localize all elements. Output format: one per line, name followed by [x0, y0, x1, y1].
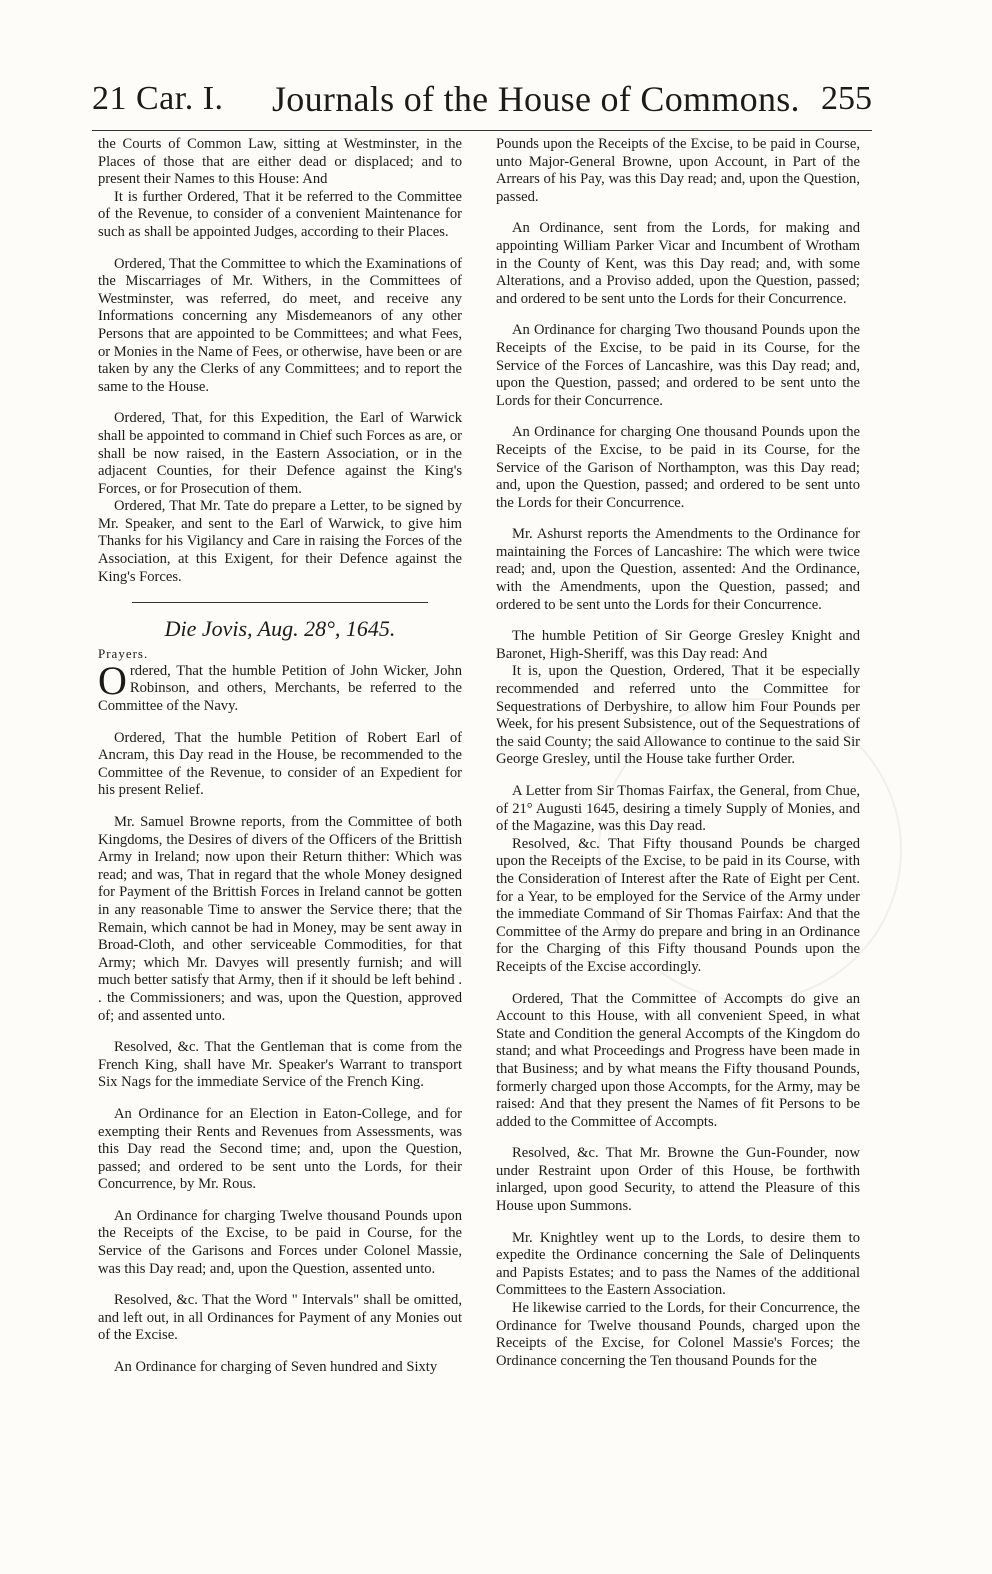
paragraph: It is, upon the Question, Ordered, That it be especially recommended and referred unto the Committee for Sequestrations of Derbyshire, to allow him Four Pounds per Week, for his present Subsistence, out of the Sequestrations of the said County; the said Allowance to continue to the said Sir George Gresley, until the House take further Order.: [496, 663, 860, 768]
section-divider: [132, 602, 428, 603]
paragraph: Ordered, That the humble Petition of John Wicker, John Robinson, and others, Merchants, be referred to the Committee of the Navy.: [98, 657, 462, 715]
day-heading: Die Jovis, Aug. 28°, 1645.: [164, 616, 396, 642]
prayers-label: Prayers.: [98, 646, 149, 662]
page-header: [92, 78, 872, 131]
paragraph: Pounds upon the Receipts of the Excise, to be paid in Course, unto Major-General Browne, upon Account, in Part of the Arrears of his Pay, was this Day read; and, upon the Question, passed.: [496, 136, 860, 205]
paragraph: An Ordinance for charging Two thousand Pounds upon the Receipts of the Excise, to be paid in its Course, for the Service of the Forces of Lancashire, was this Day read; and, upon the Question, passed; and ordered to be sent unto the Lords for their Concurrence.: [496, 322, 860, 409]
paragraph: Ordered, That the humble Petition of Robert Earl of Ancram, this Day read in the House, be recommended to the Committee of the Revenue, to consider of an Expedient for his present Relief.: [98, 729, 462, 799]
paragraph: the Courts of Common Law, sitting at Westminster, in the Places of those that are either dead or displaced; and to present their Names to this House: And: [98, 136, 462, 188]
paragraph: An Ordinance for charging One thousand Pounds upon the Receipts of the Excise, to be paid in its Course, for the Service of the Garison of Northampton, was this Day read; and, upon the Question, passed; and ordered to be sent unto the Lords for their Concurrence.: [496, 424, 860, 511]
paragraph: Mr. Ashurst reports the Amendments to the Ordinance for maintaining the Forces of Lancashire: The which were twice read; and, upon the Question, assented: And the Ordinance, with the Amendments, upon the Question, passed; and ordered to be sent unto the Lords for their Concurrence.: [496, 526, 860, 613]
paragraph: Ordered, That the Committee to which the Examinations of the Miscarriages of Mr. Withers, in the Committees of Westminster, was referred, do meet, and receive any Informations concerning any Misdemeanors of any other Persons that are appointed to be Committees; and what Fees, or Monies in the Name of Fees, or otherwise, have been or are taken by any the Clerks of any Committees; and to report the same to the House.: [98, 255, 462, 395]
paragraph: He likewise carried to the Lords, for their Concurrence, the Ordinance for Twelve thousand Pounds, charged upon the Receipts of the Excise, for Colonel Massie's Forces; the Ordinance concerning the Ten thousand Pounds for the: [496, 1300, 860, 1369]
paragraph: An Ordinance for an Election in Eaton-College, and for exempting their Rents and Revenues from Assessments, was this Day read the Second time; and, upon the Question, passed; and ordered to be sent unto the Lords, for their Concurrence, by Mr. Rous.: [98, 1105, 462, 1193]
paragraph: Ordered, That the Committee of Accompts do give an Account to this House, with all convenient Speed, in what State and Condition the general Accompts of the Kingdom do stand; and what Proceedings and Progress have been made in that Business; and by what means the Fifty thousand Pounds, formerly charged upon those Accompts, for the Army, may be raised: And that they present the Names of fit Persons to be added to the Committee of Accompts.: [496, 990, 860, 1130]
regnal-year: 21 Car. I.: [92, 80, 224, 117]
paragraph: Ordered, That, for this Expedition, the Earl of Warwick shall be appointed to command in Chief such Forces as are, or shall be now raised, in the Eastern Association, or in the adjacent Counties, for their Defence against the King's Forces, or for Prosecution of them.: [98, 410, 462, 497]
drop-cap: O: [98, 657, 127, 703]
journal-title: Journals of the House of Commons.: [272, 79, 800, 119]
paragraph: The humble Petition of Sir George Gresley Knight and Baronet, High-Sheriff, was this Day read: And: [496, 628, 860, 662]
paragraph: An Ordinance for charging of Seven hundred and Sixty: [114, 1359, 438, 1376]
paragraph: Resolved, &c. That the Gentleman that is come from the French King, shall have Mr. Speaker's Warrant to transport Six Nags for the immediate Service of the French King.: [98, 1039, 462, 1091]
paragraph: Resolved, &c. That Fifty thousand Pounds be charged upon the Receipts of the Excise, to be paid in its Course, with the Consideration of Interest after the Rate of Eight per Cent. for a Year, to be employed for the Service of the Army under the immediate Command of Sir Thomas Fairfax: And that the Committee of the Army do prepare and bring in an Ordinance for the Charging of this Fifty thousand Pounds upon the Receipts of the Excise accordingly.: [496, 835, 860, 975]
paragraph: A Letter from Sir Thomas Fairfax, the General, from Chue, of 21° Augusti 1645, desiring a timely Supply of Monies, and of the Magazine, was this Day read.: [496, 783, 860, 835]
left-column: [98, 136, 462, 1377]
right-column: [496, 136, 860, 1370]
paragraph: It is further Ordered, That it be referred to the Committee of the Revenue, to consider of a convenient Maintenance for such as shall be appointed Judges, according to their Places.: [98, 188, 462, 240]
paragraph: Mr. Samuel Browne reports, from the Committee of both Kingdoms, the Desires of divers of the Officers of the Brittish Army in Ireland; now upon their Return thither: Which was read; and was, That in regard that the whole Money designed for Payment of the Brittish Forces in Ireland cannot be gotten in any reasonable Time to answer the Service there; that the Remain, which cannot be had in Money, may be sent away in Broad-Cloth, and other serviceable Commodities, for that Army; which Mr. Davyes will presently furnish; and will much better satisfy that Army, then if it should be left behind . . the Commissioners; and was, upon the Question, approved of; and assented unto.: [98, 814, 462, 1024]
paragraph: Resolved, &c. That Mr. Browne the Gun-Founder, now under Restraint upon Order of this House, be forthwith inlarged, upon good Security, to attend the Pleasure of this House upon Summons.: [496, 1145, 860, 1215]
paragraph: An Ordinance, sent from the Lords, for making and appointing William Parker Vicar and Incumbent of Wrotham in the County of Kent, was this Day read; and, with some Alterations, and a Proviso added, upon the Question, passed; and ordered to be sent unto the Lords for their Concurrence.: [496, 220, 860, 307]
page-number: 255: [821, 80, 872, 117]
paragraph: Ordered, That Mr. Tate do prepare a Letter, to be signed by Mr. Speaker, and sent to the Earl of Warwick, to give him Thanks for his Vigilancy and Care in raising the Forces of the Association, at this Exigent, for their Defence against the King's Forces.: [98, 498, 462, 585]
paragraph: Mr. Knightley went up to the Lords, to desire them to expedite the Ordinance concerning the Sale of Delinquents and Papists Estates; and to pass the Names of the additional Committees to the Eastern Association.: [496, 1229, 860, 1299]
paragraph: Resolved, &c. That the Word " Intervals" shall be omitted, and left out, in all Ordinances for Payment of any Monies out of the Excise.: [98, 1292, 462, 1344]
paragraph: An Ordinance for charging Twelve thousand Pounds upon the Receipts of the Excise, to be paid in Course, for the Service of the Garisons and Forces under Colonel Massie, was this Day read; and, upon the Question, assented unto.: [98, 1207, 462, 1277]
